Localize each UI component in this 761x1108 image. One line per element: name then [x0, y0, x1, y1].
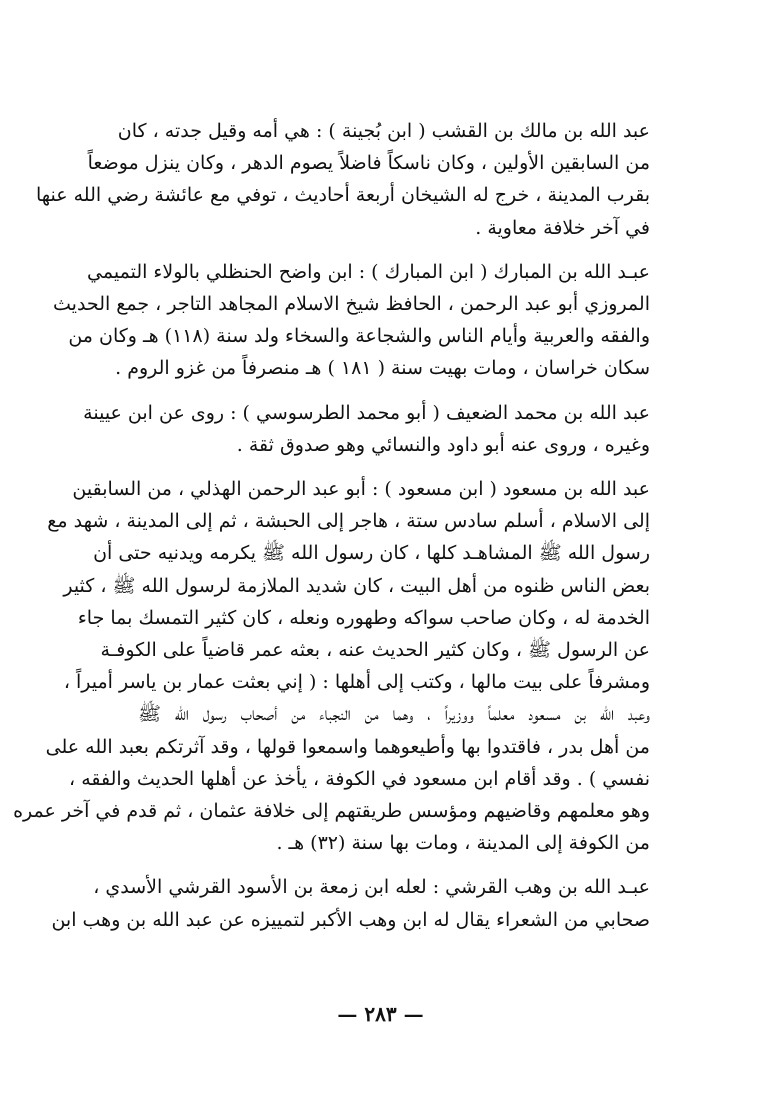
paragraph-abdullah-ibn-al-mubarak	[53, 256, 650, 385]
text-line: عبد الله بن مالك بن القشب ( ابن بُجينة ) : هي أمه وقيل جدته ، كان	[117, 120, 650, 142]
text-line: سكان خراسان ، ومات بهيت سنة ( ١٨١ ) هـ منصرفاً من غزو الروم .	[115, 357, 650, 380]
text-line: من الكوفة إلى المدينة ، ومات بها سنة (٣٢) هـ .	[276, 832, 650, 855]
page-number: — ٢٨٣ —	[337, 1002, 424, 1026]
text-line: المروزي أبو عبد الرحمن ، الحافظ شيخ الاسلام المجاهد التاجر ، جمع الحديث	[53, 293, 650, 316]
paragraph-abdullah-ibn-masud	[13, 473, 650, 859]
text-line: إلى الاسلام ، أسلم سادس ستة ، هاجر إلى الحبشة ، ثم إلى المدينة ، شهد مع	[47, 510, 650, 533]
text-line: الخدمة له ، وكان صاحب سواكه وطهوره ونعله ، كان كثير التمسك بما جاء	[77, 606, 650, 629]
text-line: ومشرفاً على بيت مالها ، وكتب إلى أهلها : ( إني بعثت عمار بن ياسر أميراً ،	[63, 671, 650, 694]
text-line: عبـد الله بن المبارك ( ابن المبارك ) : ابن واضح الحنظلي بالولاء التميمي	[87, 260, 650, 283]
text-line: والفقه والعربية وأيام الناس والشجاعة والسخاء ولد سنة (١١٨) هـ وكان من	[68, 325, 650, 348]
text-line: من أهل بدر ، فاقتدوا بها وأطيعوهما واسمعوا قولها ، وقد آثرتكم بعبد الله على	[45, 735, 650, 758]
text-line: عن الرسول ﷺ ، وكان كثير الحديث عنه ، بعثه عمر قاضياً على الكوفـة	[100, 639, 650, 662]
text-line: في آخر خلافة معاوية .	[475, 216, 650, 239]
text-line: نفسي ) . وقد أقام ابن مسعود في الكوفة ، يأخذ عن أهلها الحديث والفقه ،	[69, 767, 650, 790]
text-line: عبد الله بن محمد الضعيف ( أبو محمد الطرسوسي ) : روى عن ابن عيينة	[83, 401, 650, 424]
text-line: وعبد الله بن مسعود معلماً ووزيراً ، وهما من النجباء من أصحاب رسول الله ﷺ	[138, 703, 650, 726]
text-line: عبـد الله بن وهب القرشي : لعله ابن زمعة بن الأسود القرشي الأسدي ،	[93, 876, 650, 899]
text-line: رسول الله ﷺ المشاهـد كلها ، كان رسول الله ﷺ يكرمه ويدنيه حتى أن	[93, 542, 650, 565]
text-line: وهو معلمهم وقاضيهم ومؤسس طريقتهم إلى خلافة عثمان ، ثم قدم في آخر عمره	[13, 800, 650, 823]
text-line: وغيره ، وروى عنه أبو داود والنسائي وهو صدوق ثقة .	[236, 433, 650, 456]
paragraph-abdullah-ibn-muhammad	[83, 397, 650, 461]
text-line: بقرب المدينة ، خرج له الشيخان أربعة أحاديث ، توفي مع عائشة رضي الله عنها	[35, 184, 650, 207]
text-line: صحابي من الشعراء يقال له ابن وهب الأكبر لتمييزه عن عبد الله بن وهب ابن	[51, 908, 650, 931]
text-line: بعض الناس ظنوه من أهل البيت ، كان شديد الملازمة لرسول الله ﷺ ، كثير	[63, 574, 650, 597]
text-line: من السابقين الأولين ، وكان ناسكاً فاضلاً يصوم الدهر ، وكان ينزل موضعاً	[87, 152, 650, 175]
text-line: عبد الله بن مسعود ( ابن مسعود ) : أبو عبد الرحمن الهذلي ، من السابقين	[72, 478, 650, 501]
document-body	[13, 115, 650, 948]
paragraph-abdullah-ibn-wahb	[51, 871, 650, 935]
paragraph-abdullah-ibn-malik	[35, 115, 650, 244]
